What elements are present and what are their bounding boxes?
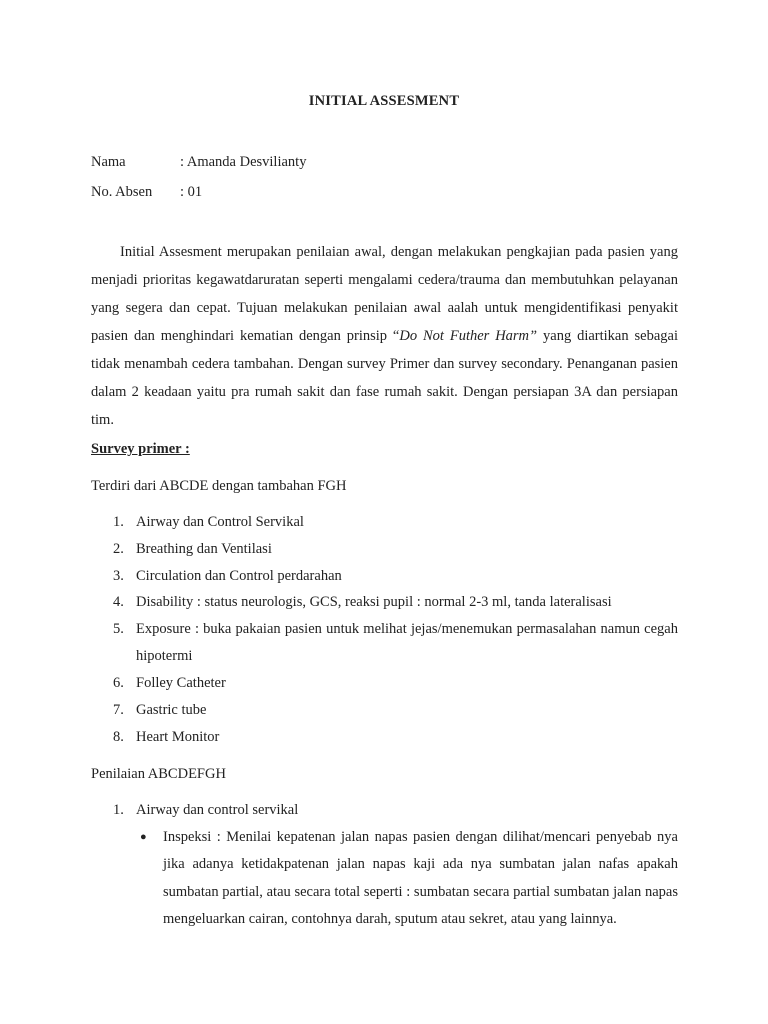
list-number: 7. — [113, 701, 124, 718]
list-item — [91, 616, 678, 670]
list-item — [91, 536, 678, 563]
penilaian-list — [91, 797, 678, 824]
list-text: Folley Catheter — [136, 675, 226, 692]
field-label: Nama — [91, 154, 126, 170]
list-text: Gastric tube — [136, 701, 207, 718]
intro-text-end: yang diartikan sebagai tidak menambah cedera tambahan. Dengan survey Primer dan survey secondary. Penanganan pasien dalam 2 keadaan yaitu pra rumah sakit dan fase rumah sakit. Dengan persiapan 3A dan persiapan tim. — [91, 328, 678, 428]
list-number: 1. — [113, 514, 124, 530]
list-item — [91, 563, 678, 590]
bullet-text: Inspeksi : Menilai kepatenan jalan napas pasien dengan dilihat/mencari penyebab nya jika adanya ketidakpatenan jalan napas kaji ada nya sumbatan jalan nafas apakah sumbatan partial, atau secara total seperti : sumbatan secara partial sumbatan jalan napas mengeluarkan cairan, contohnya darah, sputum atau sekret, atau yang lainnya. — [163, 829, 678, 927]
list-item — [91, 797, 678, 824]
bullet-icon: ● — [140, 831, 147, 843]
field-nama — [91, 152, 306, 172]
penilaian-heading: Penilaian ABCDEFGH — [91, 766, 226, 782]
list-number: 3. — [113, 567, 124, 584]
survey-primer-heading: Survey primer : — [91, 441, 190, 457]
list-item — [91, 589, 678, 616]
list-text: Airway dan control servikal — [136, 802, 299, 818]
list-number: 4. — [113, 594, 124, 611]
list-item — [91, 724, 678, 751]
intro-text: Initial Assesment merupakan penilaian awal, dengan melakukan pengkajian pada pasien yang menjadi prioritas kegawatdaruratan seperti mengalami cedera/trauma dan membutuhkan pelayanan yang segera dan cepat. Tujuan melakukan penilaian awal aalah untuk mengidentifikasi penyakit pasien dan menghindari kematian dengan prinsip “ — [91, 244, 678, 344]
intro-paragraph — [91, 238, 678, 434]
list-number: 5. — [113, 621, 124, 638]
field-no-absen — [91, 182, 202, 202]
list-text: Circulation dan Control perdarahan — [136, 567, 342, 584]
list-text: Disability : status neurologis, GCS, reaksi pupil : normal 2-3 ml, tanda lateralisasi — [136, 594, 612, 611]
list-number: 8. — [113, 728, 124, 745]
list-text: Airway dan Control Servikal — [136, 514, 304, 530]
list-text: Heart Monitor — [136, 728, 220, 745]
list-number: 1. — [113, 802, 124, 818]
list-number: 6. — [113, 675, 124, 692]
document-title: INITIAL ASSESMENT — [308, 93, 460, 109]
list-number: 2. — [113, 540, 124, 557]
list-text: Exposure : buka pakaian pasien untuk melihat jejas/menemukan permasalahan namun cegah hipotermi — [136, 621, 678, 665]
list-text: Breathing dan Ventilasi — [136, 540, 272, 557]
field-value: : 01 — [180, 184, 203, 200]
intro-quote: Do Not Futher Harm” — [399, 328, 538, 344]
field-value: : Amanda Desvilianty — [180, 154, 307, 170]
survey-list — [91, 509, 678, 751]
list-item — [91, 509, 678, 536]
survey-intro: Terdiri dari ABCDE dengan tambahan FGH — [91, 478, 347, 494]
bullet-item — [140, 824, 678, 933]
list-item — [91, 697, 678, 724]
list-item — [91, 670, 678, 697]
bullet-list — [140, 824, 678, 933]
field-label: No. Absen — [91, 184, 153, 200]
